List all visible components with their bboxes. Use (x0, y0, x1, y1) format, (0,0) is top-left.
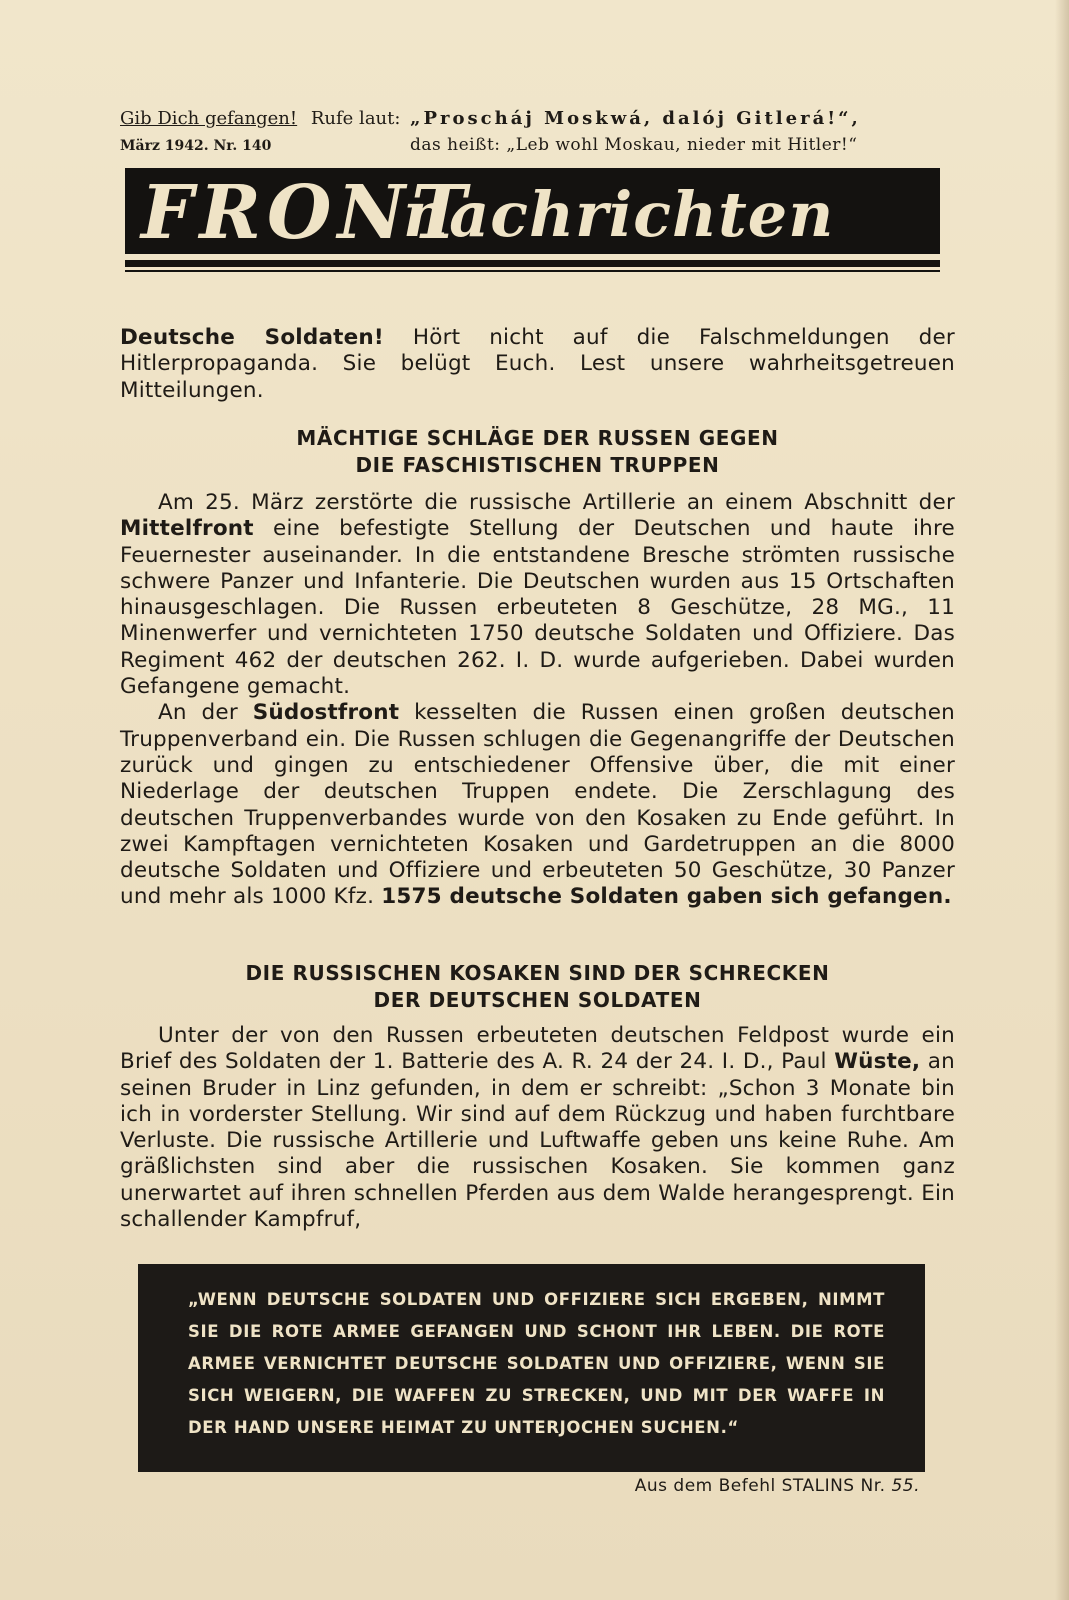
header-russian-phrase: „Proscháj Moskwá, dalój Gitlerá!“, (410, 108, 861, 129)
section1-p2-suedostfront: Südostfront (252, 700, 400, 726)
intro-text: Hört nicht auf die Falschmeldungen der Hitlerpropaganda. Sie belügt Euch. Lest unsere wahrheitsgetreuen Mitteilungen. (120, 325, 955, 403)
section2-headline (120, 960, 955, 1014)
section1-paragraph1 (120, 490, 955, 700)
header-rufe: Rufe laut: (310, 108, 401, 129)
section2-p1-wueste: Wüste, (834, 1049, 921, 1075)
masthead-banner (125, 168, 940, 254)
section1-p1-mittelfront: Mittelfront (120, 516, 254, 542)
section1-p1-text-a: Am 25. März zerstörte die russische Artillerie an einem Abschnitt der (158, 490, 955, 515)
section1-p2-text-a: An der (158, 700, 238, 726)
stalin-quote-text: „WENN DEUTSCHE SOLDATEN UND OFFIZIERE SICH ERGEBEN, NIMMT SIE DIE ROTE ARMEE GEFANGEN UND SCHONT IHR LEBEN. DIE ROTE ARMEE VERNICHTET DEUTSCHE SOLDATEN UND OFFIZIERE, WENN SIE SICH WEIGERN, DIE WAFFEN ZU STRECKEN, UND MIT DER WAFFE IN DER HAND UNSERE HEIMAT ZU UNTERJOCHEN SUCHEN.“ (188, 1290, 885, 1437)
quote-source (560, 1476, 920, 1496)
section1-headline-line2: DIE FASCHISTISCHEN TRUPPEN (355, 453, 720, 477)
masthead-front: FRONT (141, 170, 473, 254)
section2-paragraph1 (120, 1023, 955, 1233)
intro-paragraph (120, 325, 955, 404)
section2-p1-text-a: Unter der von den Russen erbeuteten deutschen Feldpost wurde ein Brief des Soldaten der 1. Batterie des A. R. 24 der 24. I. D., Paul (120, 1023, 955, 1075)
section1-body (120, 490, 955, 911)
masthead-nachrichten: nachrichten (403, 178, 835, 251)
masthead-rule (125, 260, 940, 267)
issue-date: März 1942. Nr. 140 (120, 138, 272, 154)
section2-p1-text-b: an seinen Bruder in Linz gefunden, in dem er schreibt: „Schon 3 Monate bin ich in vorderster Stellung. Wir sind auf dem Rückzug und haben furchtbare Verluste. Die russische Artillerie und Luftwaffe geben uns keine Ruhe. Am gräßlichsten sind aber die russischen Kosaken. Sie kommen ganz unerwartet auf ihren schnellen Pferden aus dem Walde herangesprengt. Ein schallender Kampfruf, (120, 1049, 955, 1233)
section2-headline-line2: DER DEUTSCHEN SOLDATEN (373, 988, 702, 1012)
section1-headline-line1: MÄCHTIGE SCHLÄGE DER RUSSEN GEGEN (296, 426, 779, 450)
section1-p2-prisoners: 1575 deutsche Soldaten gaben sich gefangen. (381, 884, 952, 910)
header-gib: Gib Dich gefangen! (120, 108, 298, 129)
section1-p1-text-b: eine befestigte Stellung der Deutschen und haute ihre Feuernester auseinander. In die entstandene Bresche strömten russische schwere Panzer und Infanterie. Die Deutschen wurden aus 15 Ortschaften hinausgeschlagen. Die Russen erbeuteten 8 Geschütze, 28 MG., 11 Minenwerfer und vernichteten 1750 deutsche Soldaten und Offiziere. Das Regiment 462 der deutschen 262. I. D. wurde aufgerieben. Dabei wurden Gefangene gemacht. (120, 516, 955, 700)
paper-edge (1055, 0, 1069, 1600)
intro-lead: Deutsche Soldaten! (120, 325, 384, 350)
masthead-rule-thin (125, 270, 940, 272)
quote-source-number: 55. (891, 1476, 920, 1496)
section1-p2-text-b: kesselten die Russen einen großen deutschen Truppenverband ein. Die Russen schlugen die Gegenangriffe der Deutschen zurück und gingen zu entschiedener Offensive über, die mit einer Niederlage der deutschen Truppen endete. Die Zerschlagung des deutschen Truppenverbandes wurde von den Kosaken zu Ende geführt. In zwei Kampftagen vernichteten Kosaken und Gardetruppen an die 8000 deutsche Soldaten und Offiziere und erbeuteten 50 Geschütze, 30 Panzer und mehr als 1000 Kfz. (120, 700, 955, 910)
section2-headline-line1: DIE RUSSISCHEN KOSAKEN SIND DER SCHRECKEN (245, 961, 830, 985)
header-subline (120, 135, 950, 155)
header-slogan (120, 108, 950, 129)
section2-body (120, 1023, 955, 1233)
section1-headline (120, 425, 955, 479)
quote-source-text: Aus dem Befehl STALINS Nr. (634, 1476, 886, 1496)
stalin-quote-box (138, 1264, 925, 1472)
section1-paragraph2 (120, 700, 955, 910)
header-meaning: das heißt: „Leb wohl Moskau, nieder mit Hitler!“ (410, 135, 858, 155)
